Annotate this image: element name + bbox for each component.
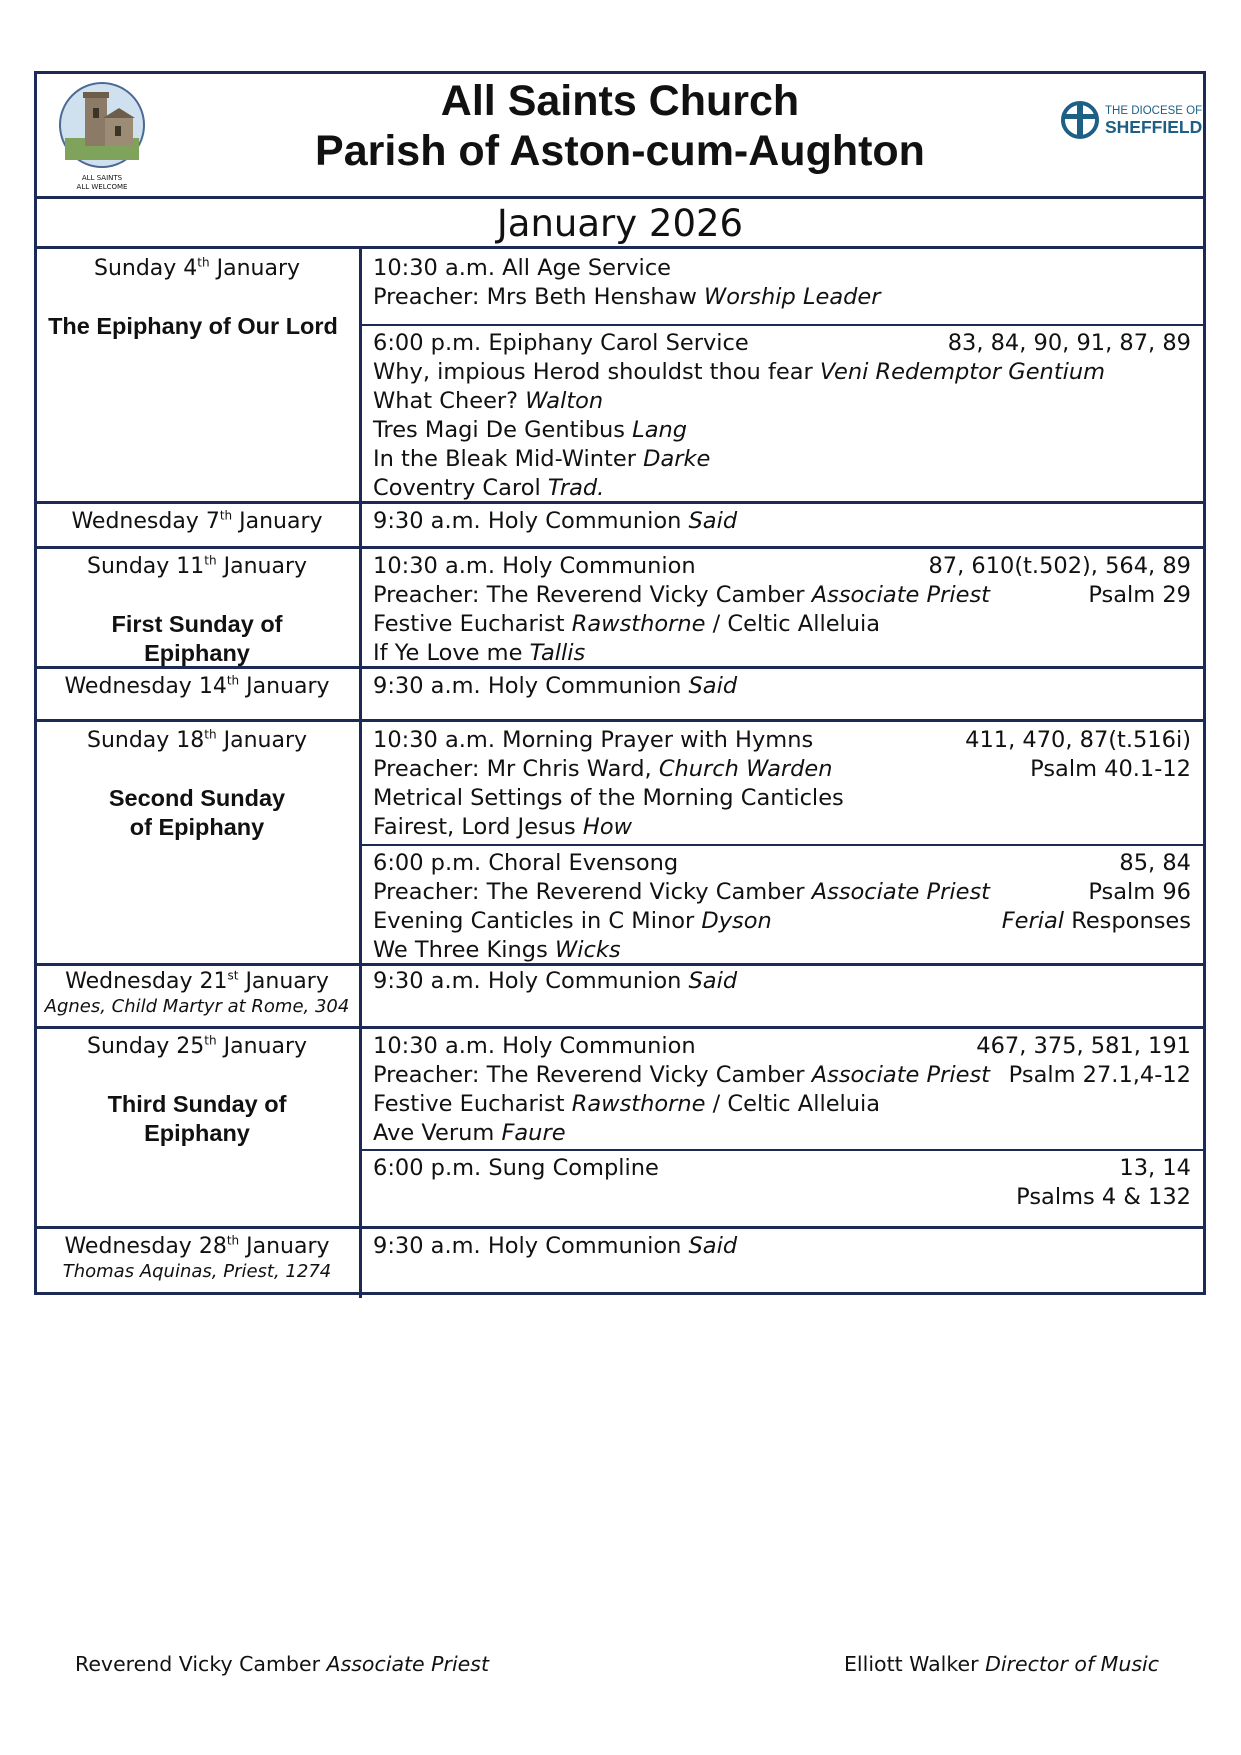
hymns-s11: 87, 610(t.502), 564, 89 Psalm 29 bbox=[928, 553, 1191, 608]
date-sunday-11: Sunday 11th January bbox=[86, 553, 308, 579]
month-title: January 2026 bbox=[496, 202, 744, 245]
service-s4b: 6:00 p.m. Epiphany Carol Service Why, impious Herod shouldst thou fear Veni Redemptor Gentium What Cheer? Walton Tres Magi De Gentibus Lang In the Bleak Mid-Winter Darke Coventry Carol Trad. bbox=[373, 330, 1106, 501]
hymns-s25a: 467, 375, 581, 191 Psalm 27.1,4-12 bbox=[976, 1033, 1191, 1088]
church-name: All Saints Church bbox=[440, 77, 800, 125]
date-wednesday-14: Wednesday 14th January bbox=[64, 673, 330, 699]
logo-caption-2: ALL WELCOME bbox=[76, 183, 128, 191]
service-s11: 10:30 a.m. Holy Communion Preacher: The Reverend Vicky Camber Associate Priest Festive Eucharist Rawsthorne / Celtic Alleluia If Ye Love me Tallis bbox=[373, 553, 990, 666]
footer-right: Elliott Walker Director of Music bbox=[843, 1652, 1159, 1676]
date-wednesday-28: Wednesday 28th January bbox=[64, 1233, 330, 1259]
date-wednesday-21: Wednesday 21st January bbox=[65, 968, 329, 994]
diocese-line-2: SHEFFIELD bbox=[1105, 117, 1203, 137]
diocese-line-1: THE DIOCESE OF bbox=[1105, 105, 1203, 117]
service-s18b: 6:00 p.m. Choral Evensong Preacher: The Reverend Vicky Camber Associate Priest Evening Canticles in C Minor Dyson We Three Kings Wicks bbox=[373, 850, 990, 963]
service-s28: 9:30 a.m. Holy Communion Said bbox=[373, 1233, 738, 1259]
service-s7: 9:30 a.m. Holy Communion Said bbox=[373, 508, 738, 534]
feast-second-sunday: Second Sunday of Epiphany bbox=[108, 785, 286, 840]
saint-agnes: Agnes, Child Martyr at Rome, 304 bbox=[44, 996, 350, 1017]
feast-first-sunday: First Sunday of Epiphany bbox=[111, 611, 283, 666]
hymns-s25b: 13, 14 Psalms 4 & 132 bbox=[1016, 1155, 1191, 1210]
date-sunday-18: Sunday 18th January bbox=[86, 727, 308, 753]
hymns-s18b: 85, 84 Psalm 96 Ferial Responses bbox=[1001, 850, 1191, 934]
cross-icon bbox=[1060, 100, 1100, 140]
service-s25a: 10:30 a.m. Holy Communion Preacher: The Reverend Vicky Camber Associate Priest Festive Eucharist Rawsthorne / Celtic Alleluia Ave Verum Faure bbox=[373, 1033, 990, 1146]
hymns-s18a: 411, 470, 87(t.516i) Psalm 40.1-12 bbox=[965, 727, 1191, 782]
logo-caption-1: ALL SAINTS bbox=[81, 174, 123, 182]
feast-third-sunday: Third Sunday of Epiphany bbox=[107, 1091, 287, 1146]
rota-table bbox=[34, 71, 1206, 1295]
date-wednesday-7: Wednesday 7th January bbox=[71, 508, 323, 534]
feast-epiphany: The Epiphany of Our Lord bbox=[48, 313, 338, 339]
service-s21: 9:30 a.m. Holy Communion Said bbox=[373, 968, 738, 994]
saint-aquinas: Thomas Aquinas, Priest, 1274 bbox=[62, 1261, 332, 1282]
footer-left: Reverend Vicky Camber Associate Priest bbox=[75, 1652, 489, 1676]
service-s14: 9:30 a.m. Holy Communion Said bbox=[373, 673, 738, 699]
date-sunday-25: Sunday 25th January bbox=[86, 1033, 308, 1059]
service-s25b: 6:00 p.m. Sung Compline bbox=[373, 1155, 659, 1181]
parish-name: Parish of Aston-cum-Aughton bbox=[315, 127, 925, 175]
service-s18a: 10:30 a.m. Morning Prayer with Hymns Preacher: Mr Chris Ward, Church Warden Metrical Settings of the Morning Canticles Fairest, Lord Jesus How bbox=[373, 727, 844, 840]
date-sunday-4: Sunday 4th January bbox=[93, 255, 301, 281]
hymns-s4b: 83, 84, 90, 91, 87, 89 bbox=[947, 330, 1191, 356]
service-s4a: 10:30 a.m. All Age Service Preacher: Mrs Beth Henshaw Worship Leader bbox=[373, 255, 881, 310]
